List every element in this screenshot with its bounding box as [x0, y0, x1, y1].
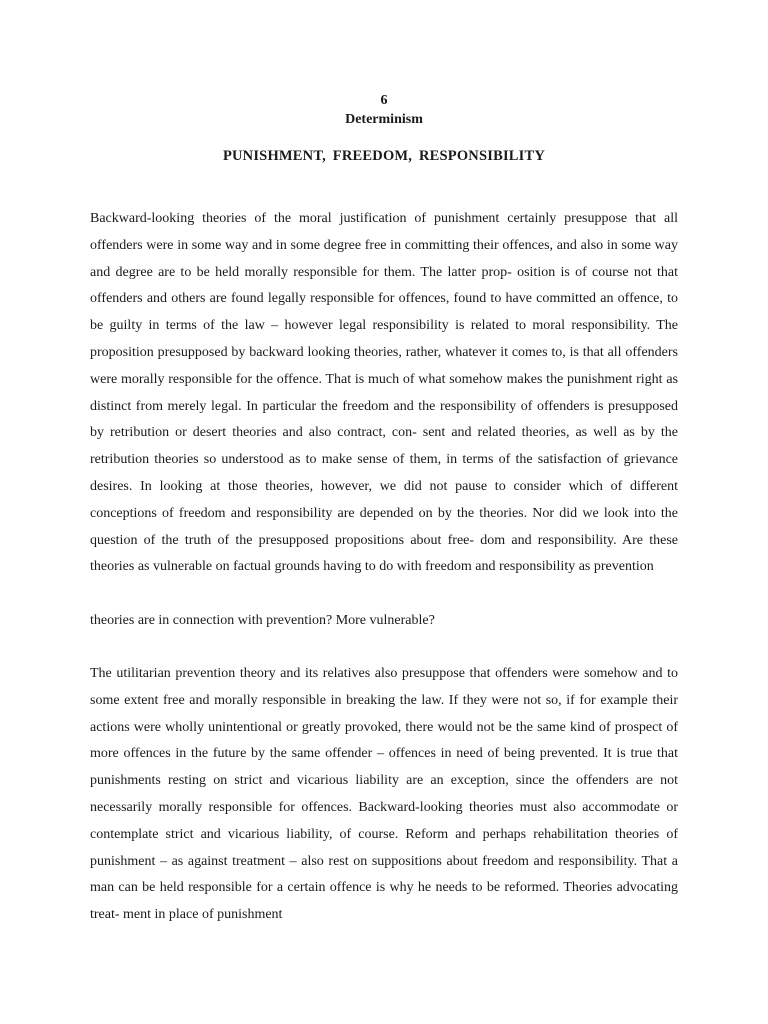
section-title: PUNISHMENT, FREEDOM, RESPONSIBILITY: [222, 148, 546, 164]
chapter-number: 6: [380, 93, 388, 108]
paragraph-1: Backward-looking theories of the moral justification of punishment certainly presuppose that all offenders were in some way and in some degree free in committing their offences, and also in some way and degree are to be held morally responsible for them. The latter prop- osition is of course not that offenders and others are found legally responsible for offences, found to have committed an offence, to be guilty in terms of the law – however legal responsibility is related to moral responsibility. The proposition presupposed by backward looking theories, rather, whatever it comes to, is that all offenders were morally responsible for the offence. That is much of what somehow makes the punishment right as distinct from merely legal. In particular the freedom and the responsibility of offenders is presupposed by retribution or desert theories and also contract, con- sent and related theories, as well as by the retribution theories so understood as to make sense of them, in terms of the satisfaction of grievance desires. In looking at those theories, however, we did not pause to consider which of different conceptions of freedom and responsibility are depended on by the theories. Nor did we look into the question of the truth of the presupposed propositions about free- dom and responsibility. Are these theories as vulnerable on factual grounds having to do with freedom and responsibility as prevention: [90, 211, 678, 575]
paragraph-1-continuation: theories are in connection with prevention? More vulnerable?: [90, 613, 435, 628]
chapter-title: Determinism: [345, 112, 423, 127]
paragraph-2: The utilitarian prevention theory and its relatives also presuppose that offenders were somehow and to some extent free and morally responsible in breaking the law. If they were not so, if for example their actions were wholly unintentional or greatly provoked, there would not be the same kind of prospect of more offences in the future by the same offender – offences in need of being prevented. It is true that punishments resting on strict and vicarious liability are an exception, since the offenders are not necessarily morally responsible for offences. Backward-looking theories must also accommodate or contemplate strict and vicarious liability, of course. Reform and perhaps rehabilitation theories of punishment – as against treatment – also rest on suppositions about freedom and responsibility. That a man can be held responsible for a certain offence is why he needs to be reformed. Theories advocating treat- ment in place of punishment: [90, 666, 678, 923]
